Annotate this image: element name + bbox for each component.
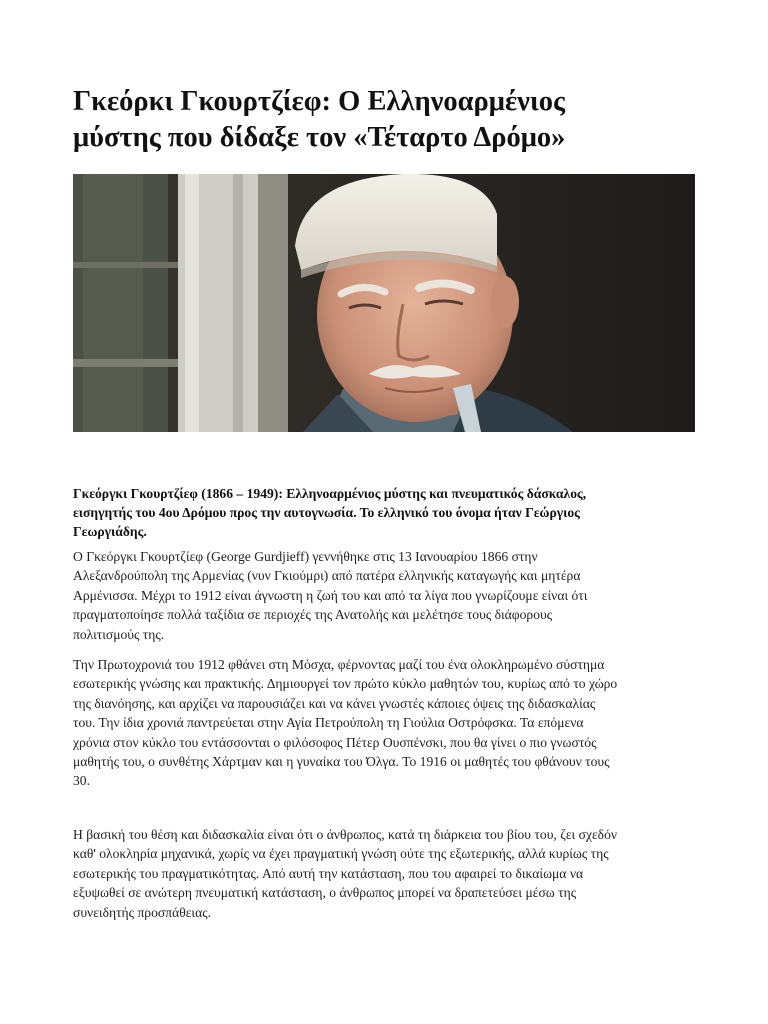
lead-line: Γεωργιάδης.	[73, 524, 147, 539]
paragraph-line: Ο Γκεόργκι Γκουρτζίεφ (George Gurdjieff) γεννήθηκε στις 13 Ιανουαρίου 1866 στην	[73, 549, 538, 564]
lead-line: Γκεόργκι Γκουρτζίεφ (1866 – 1949): Ελληνοαρμένιος μύστης και πνευματικός δάσκαλος,	[73, 486, 587, 501]
paragraph-line: καθ' ολοκληρία μηχανικά, χωρίς να έχει πραγματική γνώση ούτε της εξωτερικής, αλλά κυρίως της	[73, 846, 609, 862]
paragraph-line: Η βασική του θέση και διδασκαλία είναι ότι ο άνθρωπος, κατά τη διάρκεια του βίου του, ζει σχεδόν	[73, 827, 618, 842]
paragraph-line: του. Την ίδια χρονιά παντρεύεται στην Αγία Πετρούπολη τη Γιούλια Οστρόφσκα. Τα επόμενα	[73, 715, 584, 731]
paragraph-line: πραγματοποίησε πολλά ταξίδια σε περιοχές της Ανατολής και μελέτησε τους διάφορους	[73, 607, 553, 623]
article-lead	[73, 484, 713, 541]
paragraph-line: συνειδητής προσπάθειας.	[73, 904, 211, 920]
paragraph-line: μαθητής του, ο συνθέτης Χάρτμαν και η γυναίκα του Όλγα. Το 1916 οι μαθητές του φθάνουν τους	[73, 754, 610, 770]
paragraph-moscow	[73, 655, 713, 791]
title-line: Γκεόρκι Γκουρτζίεφ: Ο Ελληνοαρμένιος	[73, 86, 565, 117]
paragraph-line: Την Πρωτοχρονιά του 1912 φθάνει στη Μόσχα, φέρνοντας μαζί του ένα ολοκληρωμένο σύστημα	[73, 657, 605, 672]
lead-line: εισηγητής του 4ου Δρόμου προς την αυτογνωσία. Το ελληνικό του όνομα ήταν Γεώργιος	[73, 505, 580, 520]
paragraph-biography	[73, 547, 713, 644]
paragraph-line: της διανόησης, και αρχίζει να παρουσιάζει και να κάνει γνωστές κάποιες όψεις της διδασκαλίας	[73, 695, 596, 711]
paragraph-line: Αλεξανδρούπολη της Αρμενίας (νυν Γκιούμρι) από πατέρα ελληνικής καταγωγής και μητέρα	[73, 568, 581, 584]
paragraph-teaching	[73, 825, 713, 922]
article-title	[73, 84, 713, 156]
paragraph-line: χρόνια στον κύκλο του εντάσσονται ο φιλόσοφος Πέτερ Ουσπένσκι, που θα γίνει ο πιο γνωστός	[73, 734, 597, 750]
paragraph-line: πολιτισμούς της.	[73, 626, 165, 642]
paragraph-line: Αρμένισσα. Μέχρι το 1912 είναι άγνωστη η ζωή του και από τα λίγα που γνωρίζουμε είναι ότι	[73, 587, 588, 603]
paragraph-line: εξυψωθεί σε ανώτερη πνευματική κατάσταση, ο άνθρωπος μπορεί να δραπετεύσει μέσω της	[73, 885, 577, 901]
portrait-photo	[73, 174, 695, 432]
title-line: μύστης που δίδαξε τον «Τέταρτο Δρόμο»	[73, 122, 566, 153]
paragraph-line: εσωτερικής γνώσης και πρακτικής. Δημιουργεί τον πρώτο κύκλο μαθητών του, κυρίως από το χώρο	[73, 676, 618, 692]
paragraph-line: 30.	[73, 773, 90, 789]
paragraph-line: εσωτερικής του πραγματικότητας. Από αυτή την κατάσταση, που του αφαιρεί το δικαίωμα να	[73, 865, 584, 881]
